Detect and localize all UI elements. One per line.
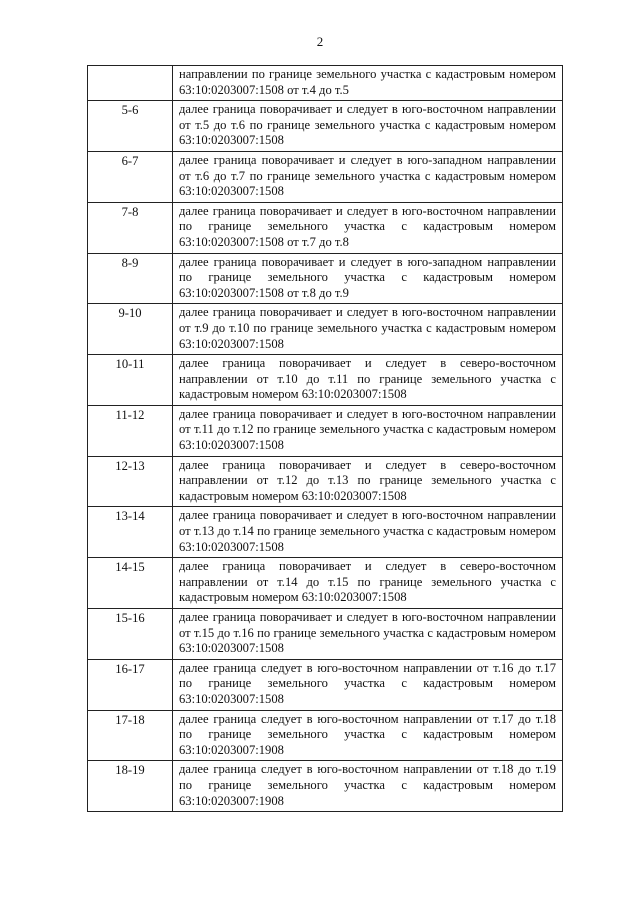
segment-cell: 10-11 xyxy=(88,355,173,406)
table-row xyxy=(88,66,563,101)
description-cell: далее граница поворачивает и следует в северо-восточном направлении от т.14 до т.15 по границе земельного участка с кадастровым номером 63:10:0203007:1508 xyxy=(173,558,563,609)
segment-cell: 15-16 xyxy=(88,609,173,660)
segment-cell: 6-7 xyxy=(88,151,173,202)
description-cell: направлении по границе земельного участка с кадастровым номером 63:10:0203007:1508 от т.4 до т.5 xyxy=(173,66,563,101)
description-cell: далее граница поворачивает и следует в юго-восточном направлении по границе земельного участка с кадастровым номером 63:10:0203007:1508 от т.7 до т.8 xyxy=(173,202,563,253)
segment-cell: 18-19 xyxy=(88,761,173,812)
table-row xyxy=(88,761,563,812)
segment-cell: 14-15 xyxy=(88,558,173,609)
table-row xyxy=(88,659,563,710)
description-cell: далее граница следует в юго-восточном направлении от т.17 до т.18 по границе земельного участка с кадастровым номером 63:10:0203007:1908 xyxy=(173,710,563,761)
segment-cell: 16-17 xyxy=(88,659,173,710)
description-cell: далее граница поворачивает и следует в юго-западном направлении от т.6 до т.7 по границе земельного участка с кадастровым номером 63:10:0203007:1508 xyxy=(173,151,563,202)
description-cell: далее граница поворачивает и следует в юго-восточном направлении от т.11 до т.12 по границе земельного участка с кадастровым номером 63:10:0203007:1508 xyxy=(173,405,563,456)
table-row xyxy=(88,405,563,456)
table-row xyxy=(88,710,563,761)
segment-cell xyxy=(88,66,173,101)
description-cell: далее граница следует в юго-восточном направлении от т.18 до т.19 по границе земельного участка с кадастровым номером 63:10:0203007:1908 xyxy=(173,761,563,812)
description-cell: далее граница поворачивает и следует в юго-восточном направлении от т.15 до т.16 по границе земельного участка с кадастровым номером 63:10:0203007:1508 xyxy=(173,609,563,660)
segment-cell: 8-9 xyxy=(88,253,173,304)
segment-cell: 9-10 xyxy=(88,304,173,355)
description-cell: далее граница поворачивает и следует в юго-восточном направлении от т.9 до т.10 по границе земельного участка с кадастровым номером 63:10:0203007:1508 xyxy=(173,304,563,355)
description-cell: далее граница следует в юго-восточном направлении от т.16 до т.17 по границе земельного участка с кадастровым номером 63:10:0203007:1508 xyxy=(173,659,563,710)
table-row xyxy=(88,609,563,660)
table-row xyxy=(88,253,563,304)
table-row xyxy=(88,101,563,152)
table-row xyxy=(88,355,563,406)
segment-cell: 7-8 xyxy=(88,202,173,253)
table-row xyxy=(88,202,563,253)
description-cell: далее граница поворачивает и следует в северо-восточном направлении от т.10 до т.11 по границе земельного участка с кадастровым номером 63:10:0203007:1508 xyxy=(173,355,563,406)
table-row xyxy=(88,304,563,355)
table-row xyxy=(88,507,563,558)
table-row xyxy=(88,558,563,609)
segment-cell: 13-14 xyxy=(88,507,173,558)
description-cell: далее граница поворачивает и следует в юго-восточном направлении от т.13 до т.14 по границе земельного участка с кадастровым номером 63:10:0203007:1508 xyxy=(173,507,563,558)
description-cell: далее граница поворачивает и следует в юго-западном направлении по границе земельного участка с кадастровым номером 63:10:0203007:1508 от т.8 до т.9 xyxy=(173,253,563,304)
segment-cell: 11-12 xyxy=(88,405,173,456)
segment-cell: 17-18 xyxy=(88,710,173,761)
description-cell: далее граница поворачивает и следует в северо-восточном направлении от т.12 до т.13 по границе земельного участка с кадастровым номером 63:10:0203007:1508 xyxy=(173,456,563,507)
page-number: 2 xyxy=(316,34,324,49)
description-cell: далее граница поворачивает и следует в юго-восточном направлении от т.5 до т.6 по границе земельного участка с кадастровым номером 63:10:0203007:1508 xyxy=(173,101,563,152)
table-row xyxy=(88,456,563,507)
segment-cell: 5-6 xyxy=(88,101,173,152)
boundary-table xyxy=(87,65,563,812)
segment-cell: 12-13 xyxy=(88,456,173,507)
table-row xyxy=(88,151,563,202)
